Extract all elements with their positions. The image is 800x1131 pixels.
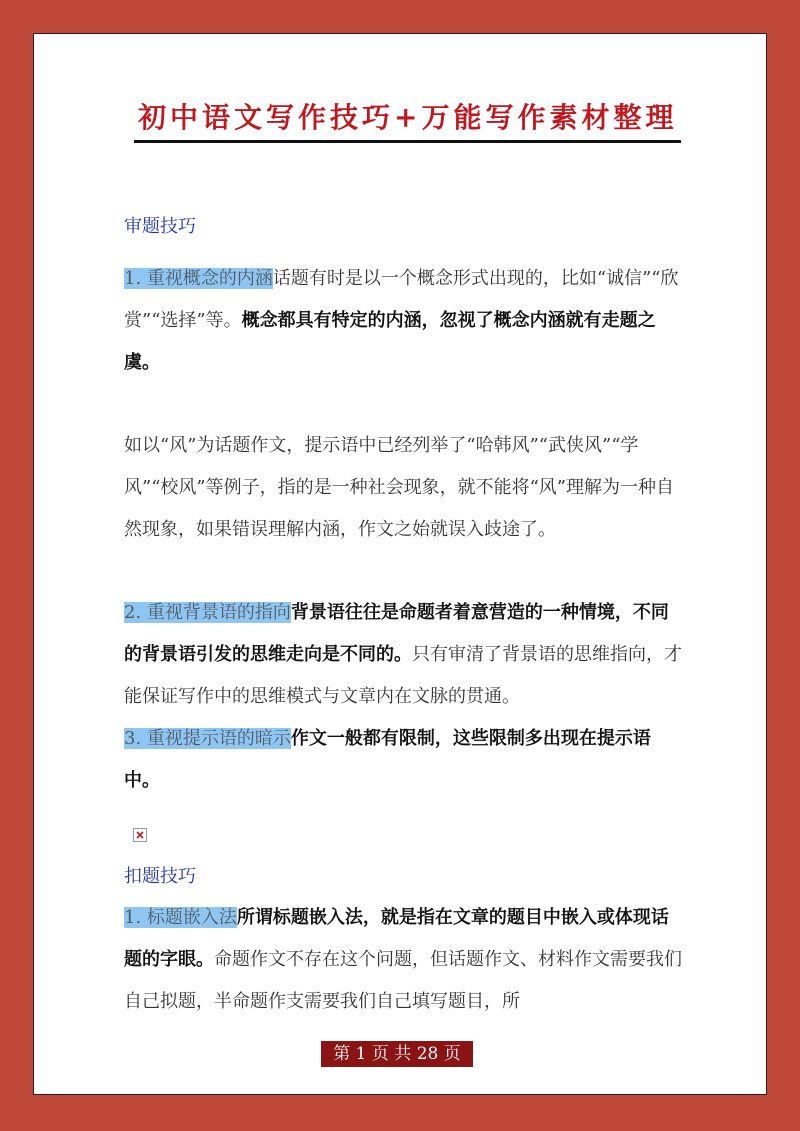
highlight-label: 1. 重视概念的内涵 (124, 268, 273, 289)
paragraph-background (124, 592, 684, 718)
paragraph-text: 如以“风”为话题作文，提示语中已经列举了“哈韩风”“武侠风”“学风”“校风”等例子，指的是一种社会现象，就不能将“风”理解为一种自然现象，如果错误理解内涵，作文之始就误入歧途了。 (124, 435, 675, 540)
paragraph-text: 命题作文不存在这个问题，但话题作文、材料作文需要我们自己拟题，半命题作支需要我们自己填写题目，所 (124, 949, 682, 1012)
document-title: 初中语文写作技巧+万能写作素材整理 (134, 96, 681, 143)
paragraph-example (124, 425, 684, 551)
paragraph-concept (124, 258, 684, 384)
bold-text: 作文一般都有限制，这些限制多出现在提示语中。 (124, 728, 651, 791)
bold-text: 背景语往往是命题者着意营造的一种情境，不同的背景语引发的思维走向是不同的。 (124, 602, 669, 665)
paragraph-title-embed (124, 897, 684, 1023)
section-heading-topic: 扣题技巧 (124, 866, 196, 887)
page-number-footer: 第 1 页 共 28 页 (321, 1041, 473, 1067)
bold-text: 所谓标题嵌入法，就是指在文章的题目中嵌入或体现话题的字眼。 (124, 907, 669, 970)
title-wrapper (134, 96, 678, 143)
highlight-label: 3. 重视提示语的暗示 (124, 728, 291, 749)
broken-image-icon (133, 828, 147, 842)
highlight-label: 2. 重视背景语的指向 (124, 602, 291, 623)
bold-text: 概念都具有特定的内涵，忽视了概念内涵就有走题之虞。 (124, 310, 656, 373)
highlight-label: 1. 标题嵌入法 (124, 907, 237, 928)
paragraph-text: 话题有时是以一个概念形式出现的，比如“诚信”“欣赏”“选择”等。 (124, 268, 679, 331)
section-heading-review: 审题技巧 (124, 216, 196, 237)
paragraph-prompt (124, 718, 684, 802)
document-page (33, 33, 767, 1095)
paragraph-text: 只有审清了背景语的思维指向，才能保证写作中的思维模式与文章内在文脉的贯通。 (124, 644, 682, 707)
